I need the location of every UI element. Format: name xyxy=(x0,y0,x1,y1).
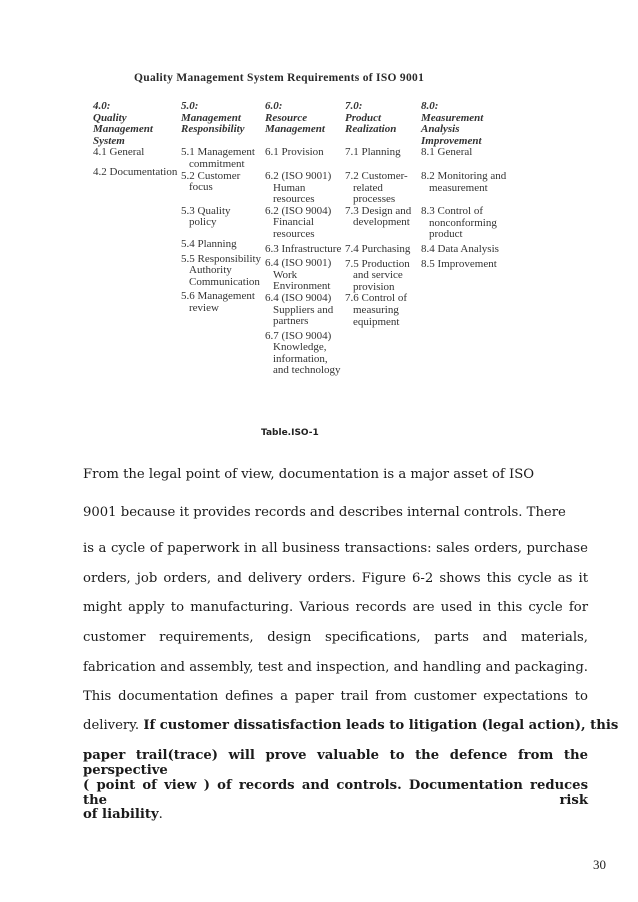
table-item: 7.3 Design and development xyxy=(345,204,412,229)
table-item: 6.2 (ISO 9001) Human resources xyxy=(265,169,332,206)
table-item: 6.7 (ISO 9004) Knowledge, information, and technology xyxy=(265,329,341,377)
table-item: 6.3 Infrastructure xyxy=(265,242,342,255)
table-item: 4.2 Documentation xyxy=(93,165,178,178)
table-item: 5.2 Customer focus xyxy=(181,169,241,194)
table-item: 5.1 Management commitment xyxy=(181,146,255,170)
body-line: delivery. If customer dissatisfaction leads to litigation (legal action), this xyxy=(83,718,619,733)
table-item: 7.6 Control of measuring equipment xyxy=(345,292,408,328)
body-line: From the legal point of view, documentation is a major asset of ISO xyxy=(83,467,535,482)
table-caption: Table.ISO-1 xyxy=(261,428,319,438)
column-heading: 8.0: Measurement Analysis Improvement xyxy=(421,100,484,147)
table-item: 7.5 Production and service provision xyxy=(345,257,410,293)
table-column-8 xyxy=(421,101,516,270)
table-column-7 xyxy=(345,101,425,328)
table-column-6 xyxy=(265,101,350,377)
bold-text: If customer dissatisfaction leads to litigation (legal action), this xyxy=(143,718,619,733)
body-line: might apply to manufacturing. Various records are used in this cycle for xyxy=(83,600,588,615)
table-item: 8.3 Control of nonconforming product xyxy=(421,205,497,241)
table-item: 8.1 General xyxy=(421,146,473,159)
table-item: 8.2 Monitoring and measurement xyxy=(421,169,507,194)
body-line: orders, job orders, and delivery orders. Figure 6-2 shows this cycle as it xyxy=(83,571,588,586)
body-line-bold: paper trail(trace) will prove valuable to the defence from the perspective xyxy=(83,748,588,778)
table-item: 8.5 Improvement xyxy=(421,257,497,270)
column-heading: 5.0: Management Responsibility xyxy=(181,100,245,136)
table-item: 4.1 General xyxy=(93,146,145,159)
table-title: Quality Management System Requirements of ISO 9001 xyxy=(134,72,425,84)
body-line: fabrication and assembly, test and inspection, and handling and packaging. xyxy=(83,660,588,675)
table-item: 6.2 (ISO 9004) Financial resources xyxy=(265,204,332,240)
table-item: 6.1 Provision xyxy=(265,146,324,159)
table-item: 5.5 Responsibility Authority Communication xyxy=(181,252,262,288)
body-line: of liability. xyxy=(83,807,163,822)
table-item: 5.6 Management review xyxy=(181,290,255,314)
table-column-5 xyxy=(181,101,267,315)
table-item: 6.4 (ISO 9001) Work Environment xyxy=(265,257,332,293)
table-item: 6.4 (ISO 9004) Suppliers and partners xyxy=(265,291,334,328)
body-line-bold: ( point of view ) of records and controls. Documentation reduces the risk xyxy=(83,778,588,808)
body-line: customer requirements, design specifications, parts and materials, xyxy=(83,630,588,645)
table-item: 8.4 Data Analysis xyxy=(421,242,499,255)
column-heading: 7.0: Product Realization xyxy=(345,100,397,136)
column-heading: 4.0: Quality Management System xyxy=(93,100,153,147)
table-item: 7.1 Planning xyxy=(345,146,401,159)
body-line: 9001 because it provides records and describes internal controls. There xyxy=(83,505,566,520)
table-item: 5.3 Quality policy xyxy=(181,204,231,229)
body-line: is a cycle of paperwork in all business transactions: sales orders, purchase xyxy=(83,541,588,556)
body-line: This documentation defines a paper trail from customer expectations to xyxy=(83,689,588,704)
table-item: 7.2 Customer- related processes xyxy=(345,169,408,206)
bold-text: of liability xyxy=(83,807,159,822)
column-heading: 6.0: Resource Management xyxy=(265,100,325,136)
table-item: 7.4 Purchasing xyxy=(345,242,411,255)
table-item: 5.4 Planning xyxy=(181,237,237,250)
table-column-4 xyxy=(93,101,185,179)
page-number: 30 xyxy=(593,857,606,872)
